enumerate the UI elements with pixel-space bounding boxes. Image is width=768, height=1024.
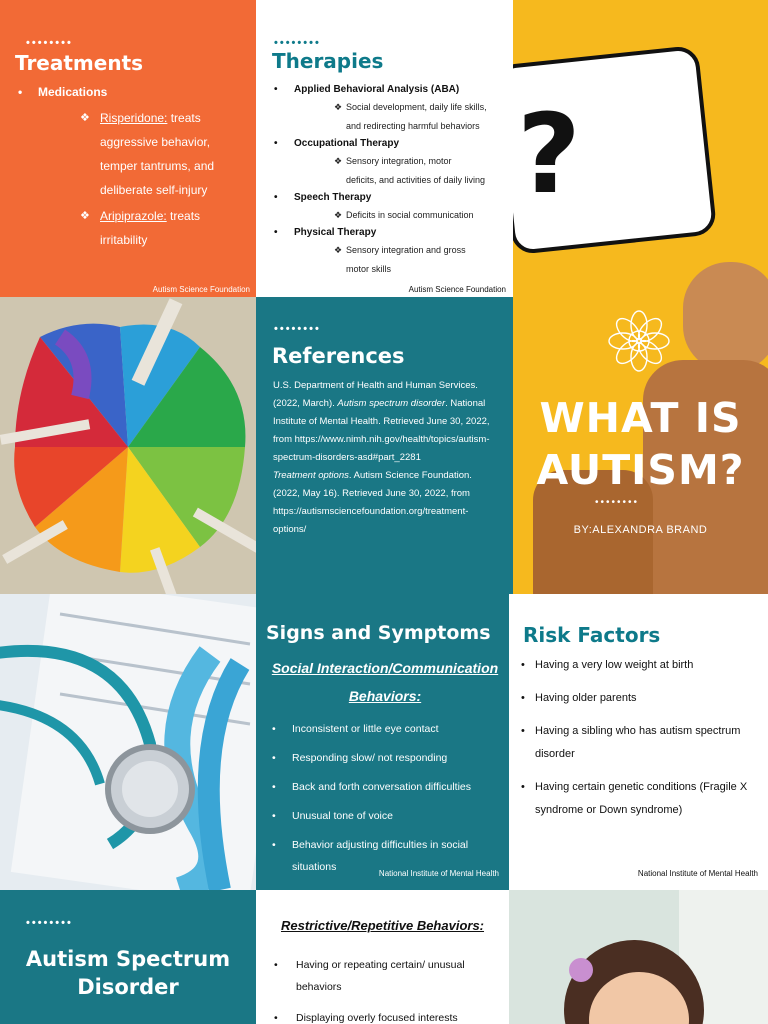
treatments-title: Treatments — [15, 51, 144, 75]
list-item: • Displaying overly focused interests — [274, 1007, 496, 1024]
author-byline: BY:ALEXANDRA BRAND — [573, 524, 708, 536]
decorative-dots: •••••••• — [274, 37, 321, 49]
reference-entry: U.S. Department of Health and Human Services. (2022, March). Autism spectrum disorder. National Institute of Mental Health. Retrieved June 30, 2022, from https://www.nimh.nih.gov/health/topics/autism-spectrum-disorders-asd#part_2281 — [273, 380, 490, 463]
treatment-item: ❖ Aripiprazole: treats irritability — [80, 204, 240, 252]
cover-panel — [513, 0, 768, 594]
list-item: • Having a very low weight at birth — [521, 654, 761, 677]
therapy-name: • Applied Behavioral Analysis (ABA) — [272, 82, 508, 98]
decorative-dots: •••••••• — [26, 917, 73, 929]
child-graphic — [509, 890, 768, 1024]
therapy-name: • Occupational Therapy — [272, 136, 508, 152]
list-item: • Having a sibling who has autism spectrum disorder — [521, 720, 761, 766]
therapy-detail: ❖ Social development, daily life skills, — [272, 98, 508, 117]
decorative-dots: •••••••• — [595, 497, 640, 508]
diamond-bullet-icon: ❖ — [334, 102, 343, 112]
list-item: • Having certain genetic conditions (Fragile X syndrome or Down syndrome) — [521, 776, 761, 822]
diamond-bullet-icon: ❖ — [334, 210, 343, 220]
references-title: References — [272, 344, 405, 368]
therapy-name: • Physical Therapy — [272, 225, 508, 241]
drug-name[interactable]: Risperidone: — [100, 111, 168, 125]
decorative-dots: •••••••• — [274, 323, 321, 335]
diamond-bullet-icon: ❖ — [80, 210, 90, 222]
list-item: • Having older parents — [521, 687, 761, 710]
therapy-name: • Speech Therapy — [272, 190, 508, 206]
child-photo-image — [509, 890, 768, 1024]
paint-swirl-graphic — [0, 297, 256, 594]
signs-list — [270, 718, 502, 885]
signs-title: Signs and Symptoms — [266, 622, 491, 644]
paint-palette-image — [0, 297, 256, 594]
therapies-list — [272, 82, 508, 279]
decorative-dots: •••••••• — [26, 37, 73, 49]
risk-factors-panel — [509, 594, 768, 890]
medications-label: • Medications — [18, 85, 108, 99]
stethoscope-ribbon-graphic — [0, 594, 256, 890]
wooden-figure-head — [683, 262, 768, 372]
drug-name[interactable]: Aripiprazole: — [100, 209, 167, 223]
list-item: • Behavior adjusting difficulties in social situations — [270, 834, 502, 878]
question-mark-icon: ? — [517, 90, 581, 218]
therapies-panel — [256, 0, 512, 297]
treatment-item: ❖ Risperidone: treats aggressive behavior, temper tantrums, and deliberate self-injury — [80, 106, 240, 202]
therapies-title: Therapies — [272, 49, 384, 73]
therapy-detail: motor skills — [346, 264, 392, 274]
reference-entry: Treatment options. Autism Science Foundation. (2022, May 16). Retrieved June 30, 2022, from https://autismsciencefoundation.org/treatment-options/ — [273, 470, 472, 535]
therapy-detail: ❖ Sensory integration and gross — [272, 241, 508, 260]
asd-title: Autism Spectrum Disorder — [25, 947, 231, 999]
signs-subheading: Social Interaction/Communication Behaviors: — [271, 660, 499, 704]
list-item: • Responding slow/ not responding — [270, 747, 502, 769]
diamond-bullet-icon: ❖ — [80, 112, 90, 124]
flower-logo-icon — [603, 305, 675, 377]
diamond-bullet-icon: ❖ — [334, 245, 343, 255]
risk-list — [521, 654, 761, 832]
list-item: • Unusual tone of voice — [270, 805, 502, 827]
list-item: • Inconsistent or little eye contact — [270, 718, 502, 740]
therapy-detail: deficits, and activities of daily living — [346, 175, 486, 185]
diamond-bullet-icon: ❖ — [334, 156, 343, 166]
source-credit: National Institute of Mental Health — [637, 869, 758, 878]
list-item: • Back and forth conversation difficulties — [270, 776, 502, 798]
cover-title: WHAT IS AUTISM? — [536, 394, 745, 494]
risk-title: Risk Factors — [523, 623, 661, 647]
list-item: • Having or repeating certain/ unusual behaviors — [274, 954, 496, 998]
references-panel — [256, 297, 513, 594]
source-credit: Autism Science Foundation — [152, 285, 250, 294]
treatments-panel — [0, 0, 256, 297]
therapy-detail: ❖ Sensory integration, motor — [272, 152, 508, 171]
therapy-detail: and redirecting harmful behaviors — [346, 121, 480, 131]
source-credit: Autism Science Foundation — [408, 285, 506, 294]
references-body — [273, 377, 501, 539]
stethoscope-image — [0, 594, 256, 890]
asd-panel — [0, 890, 256, 1024]
source-credit: National Institute of Mental Health — [378, 869, 499, 878]
therapy-detail: ❖ Deficits in social communication — [272, 206, 508, 225]
restrictive-behaviors-panel — [256, 890, 509, 1024]
restrictive-list — [274, 954, 496, 1024]
signs-symptoms-panel — [256, 594, 509, 890]
restrictive-subheading: Restrictive/Repetitive Behaviors: — [280, 918, 485, 933]
